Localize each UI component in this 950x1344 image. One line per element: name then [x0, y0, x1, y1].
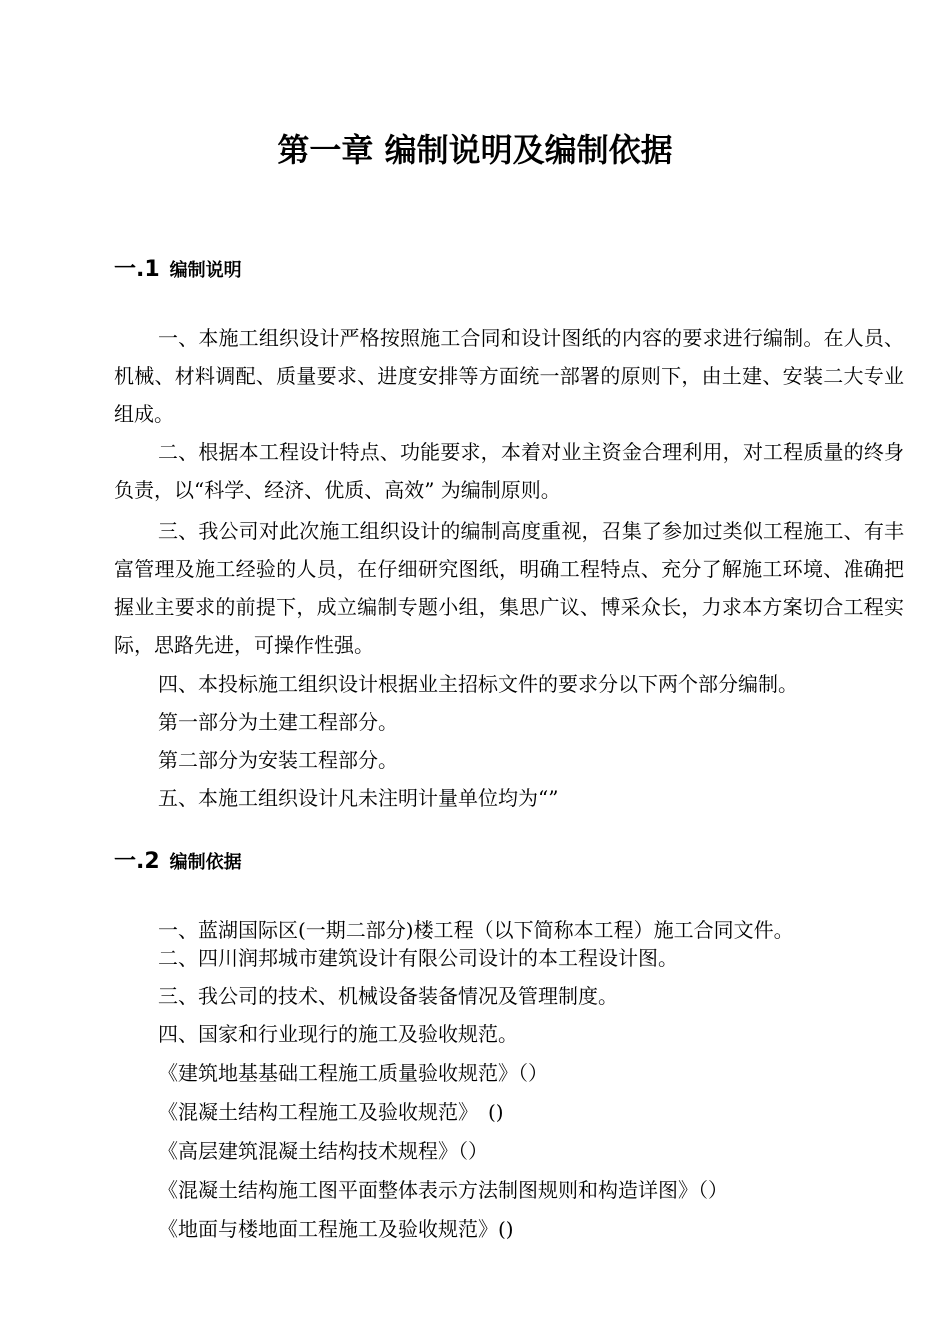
paragraph-2: 二、根据本工程设计特点、功能要求，本着对业主资金合理利用，对工程质量的终身负责，以“科学、经济、优质、高效” 为编制原则。 [114, 440, 904, 502]
standard-item: 《混凝土结构工程施工及验收规范》 () [158, 1100, 504, 1124]
section-heading-1 [114, 252, 242, 287]
basis-item: 二、四川润邦城市建筑设计有限公司设计的本工程设计图。 [158, 946, 678, 970]
text-line: 第一部分为土建工程部分。 [158, 710, 398, 734]
text-line: 第二部分为安装工程部分。 [158, 748, 398, 772]
section-title: 编制依据 [169, 852, 242, 873]
section-title: 编制说明 [169, 260, 242, 281]
paragraph-4: 四、本投标施工组织设计根据业主招标文件的要求分以下两个部分编制。 [158, 672, 798, 696]
text-line: 五、本施工组织设计凡未注明计量单位均为“” [158, 786, 559, 810]
standard-item: 《高层建筑混凝土结构技术规程》（） [158, 1139, 488, 1163]
standard-item: 《混凝土结构施工图平面整体表示方法制图规则和构造详图》（） [158, 1178, 728, 1202]
paragraph-3: 三、我公司对此次施工组织设计的编制高度重视，召集了参加过类似工程施工、有丰富管理及施工经验的人员，在仔细研究图纸，明确工程特点、充分了解施工环境、准确把握业主要求的前提下，成立编制专题小组，集思广议、博采众长，力求本方案切合工程实际，思路先进，可操作性强。 [114, 519, 904, 657]
basis-item: 四、国家和行业现行的施工及验收规范。 [158, 1022, 518, 1046]
basis-item: 一、蓝湖国际区(一期二部分)楼工程（以下简称本工程）施工合同文件。 [158, 918, 794, 942]
standard-item: 《地面与楼地面工程施工及验收规范》() [158, 1217, 514, 1241]
section-number: 一.1 [114, 257, 160, 282]
basis-item: 三、我公司的技术、机械设备装备情况及管理制度。 [158, 984, 618, 1008]
paragraph-1: 一、本施工组织设计严格按照施工合同和设计图纸的内容的要求进行编制。在人员、机械、材料调配、质量要求、进度安排等方面统一部署的原则下，由土建、安装二大专业组成。 [114, 326, 904, 426]
section-number: 一.2 [114, 849, 160, 874]
section-heading-2 [114, 844, 242, 879]
chapter-title: 第一章 编制说明及编制依据 [277, 131, 673, 169]
standard-item: 《建筑地基基础工程施工质量验收规范》（） [158, 1061, 548, 1085]
